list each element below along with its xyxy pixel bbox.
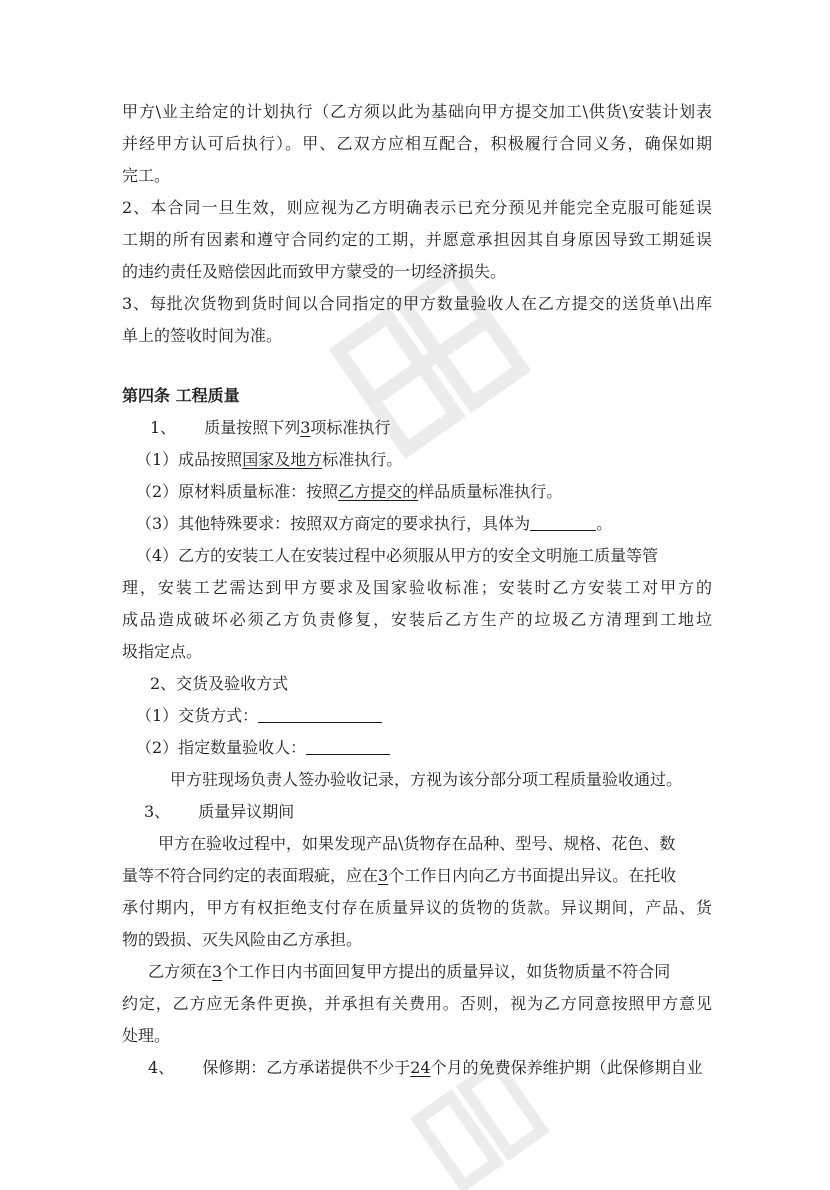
quality-item-3 (122, 796, 712, 828)
standard-text: 。 (596, 514, 613, 533)
text-line: 2、本合同一旦生效，则应视为乙方明确表示已充分预见并能完全克服可能延误 (122, 198, 712, 217)
text-line (122, 956, 712, 988)
item-number: 1、 (150, 418, 177, 437)
text-line: 单上的签收时间为准。 (122, 326, 283, 345)
standard-text: （3）其他特殊要求：按照双方商定的要求执行，具体为 (136, 514, 531, 533)
text-line: 理，安装工艺需达到甲方要求及国家验收标准；安装时乙方安装工对甲方的 (122, 578, 712, 597)
paragraph-clause-2 (122, 192, 712, 288)
field-label: （2）指定数量验收人： (136, 738, 307, 757)
text-line: 甲方在验收过程中，如果发现产品\货物存在品种、型号、规格、花色、数 (158, 834, 676, 853)
acceptance-person (122, 732, 712, 764)
text-line: 承付期内，甲方有权拒绝支付存在质量异议的货物的货款。异议期间，产品、货 (122, 898, 712, 917)
text-line: 物的毁损、灭失风险由乙方承担。 (122, 930, 363, 949)
fill-blank (530, 512, 596, 531)
text-line: 处理。 (122, 1026, 171, 1045)
standard-count: 3 (300, 418, 311, 437)
text-line: 工期的所有因素和遵守合同约定的工期，并愿意承担因其自身原因导致工期延误 (122, 230, 712, 249)
item-text: 个月的免费保养维护期（此保修期自业 (430, 1058, 703, 1077)
text-line: 成品造成破坏必须乙方负责修复，安装后乙方生产的垃圾乙方清理到工地垃 (122, 610, 712, 629)
quality-item-2: 2、交货及验收方式 (150, 674, 289, 693)
warranty-months: 24 (410, 1058, 431, 1077)
text-line (122, 860, 712, 892)
text-part: 乙方须在 (148, 962, 213, 981)
reply-days: 3 (212, 962, 223, 981)
item-text: 质量异议期间 (198, 802, 295, 821)
standard-underlined: 国家及地方 (242, 450, 323, 469)
quality-item-1 (122, 412, 712, 444)
document-body (122, 96, 712, 1084)
acceptance-note: 甲方驻现场负责人签办验收记录，方视为该分部分项工程质量验收通过。 (170, 770, 683, 789)
text-line: （4）乙方的安装工人在安装过程中必须服从甲方的安全文明施工质量等管 (136, 546, 659, 565)
item-text: 项标准执行 (310, 418, 391, 437)
paragraph-schedule (122, 96, 712, 192)
standard-text: 样品质量标准执行。 (418, 482, 563, 501)
standard-2 (122, 476, 712, 508)
item-text: 质量按照下列 (204, 418, 301, 437)
text-line: 甲方\业主给定的计划执行（乙方须以此为基础向甲方提交加工\供货\安装计划表 (122, 102, 712, 121)
item-number: 4、 (148, 1058, 175, 1077)
paragraph-clause-3 (122, 288, 712, 352)
text-line: 3、每批次货物到货时间以合同指定的甲方数量验收人在乙方提交的送货单\出库 (122, 294, 712, 313)
text-line: 的违约责任及赔偿因此而致甲方蒙受的一切经济损失。 (122, 262, 507, 281)
text-line: 并经甲方认可后执行）。甲、乙双方应相互配合，积极履行合同义务，确保如期 (122, 134, 712, 153)
text-line: 圾指定点。 (122, 642, 203, 661)
quality-item-4 (122, 1052, 712, 1084)
field-label: （1）交货方式： (136, 706, 259, 725)
standard-3 (122, 508, 712, 540)
standard-text: 标准执行。 (322, 450, 403, 469)
text-line: 约定，乙方应无条件更换，并承担有关费用。否则，视为乙方同意按照甲方意见 (122, 994, 712, 1013)
objection-paragraph-2 (122, 956, 712, 1052)
text-part: 个工作日内向乙方书面提出异议。在托收 (388, 866, 677, 885)
objection-days: 3 (378, 866, 389, 885)
delivery-method (122, 700, 712, 732)
standard-underlined: 乙方提交的 (338, 482, 419, 501)
standard-text: （2）原材料质量标准：按照 (136, 482, 339, 501)
standard-1 (122, 444, 712, 476)
article-heading: 第四条 工程质量 (122, 386, 240, 405)
text-line: 完工。 (122, 166, 171, 185)
standard-4 (122, 540, 712, 668)
item-text: 保修期：乙方承诺提供不少于 (202, 1058, 411, 1077)
text-part: 量等不符合同约定的表面瑕疵，应在 (122, 866, 379, 885)
item-number: 3、 (144, 802, 171, 821)
standard-text: （1）成品按照 (136, 450, 243, 469)
fill-blank (306, 736, 390, 755)
objection-paragraph-1 (122, 828, 712, 956)
text-part: 个工作日内书面回复甲方提出的质量异议，如货物质量不符合同 (222, 962, 671, 981)
fill-blank (258, 704, 382, 723)
